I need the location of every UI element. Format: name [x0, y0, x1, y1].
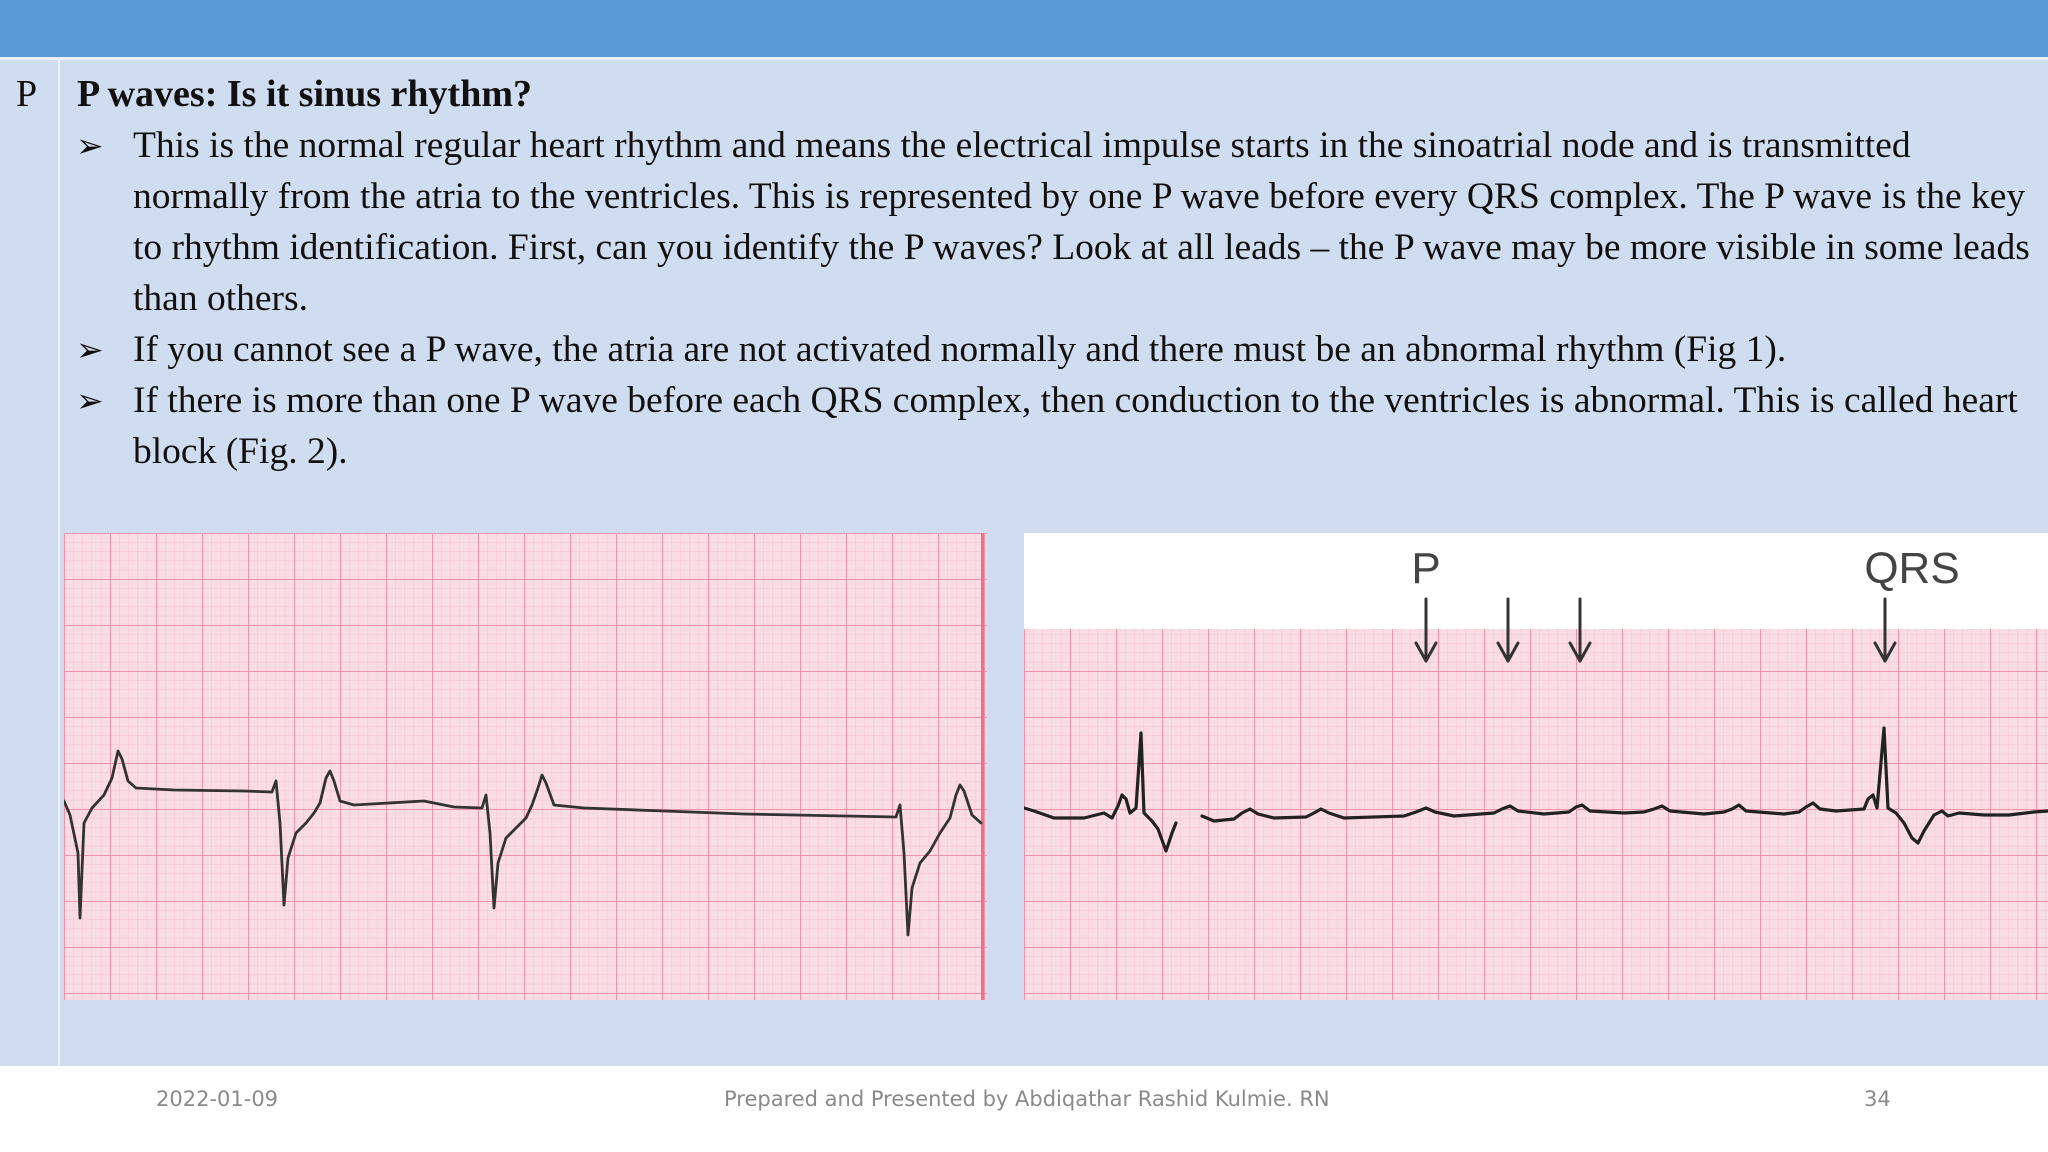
- ecg-grid: [64, 533, 987, 1000]
- footer-date: 2022-01-09: [156, 1087, 279, 1111]
- qrs-label: QRS: [1864, 544, 1960, 593]
- ecg-grid-edge: [981, 533, 984, 1000]
- bullet-item: [76, 120, 2036, 324]
- bullet-item: [76, 324, 2036, 375]
- arrow-bullet-icon: ➢: [76, 330, 104, 369]
- section-letter: P: [16, 73, 38, 115]
- bullet-text: If you cannot see a P wave, the atria are not activated normally and there must be an abnormal rhythm (Fig 1).: [133, 329, 1787, 370]
- arrow-bullet-icon: ➢: [76, 126, 104, 165]
- bullet-text: If there is more than one P wave before each QRS complex, then conduction to the ventricles is abnormal. This is called heart block (Fig. 2).: [133, 380, 2018, 472]
- p-wave-label: P: [1411, 544, 1441, 593]
- footer-presenter: Prepared and Presented by Abdiqathar Rashid Kulmie. RN: [724, 1087, 1330, 1111]
- bullet-item: [76, 375, 2036, 477]
- bullet-text: This is the normal regular heart rhythm and means the electrical impulse starts in the sinoatrial node and is transmitted normally from the atria to the ventricles. This is represented by one P wave before every QRS complex. The P wave is the key to rhythm identification. First, can you identify the P waves? Look at all leads – the P wave may be more visible in some leads than others.: [133, 125, 2030, 319]
- slide-heading: P waves: Is it sinus rhythm?: [77, 73, 532, 115]
- left-column: [0, 60, 60, 1066]
- bullet-list: [76, 120, 2036, 477]
- arrow-bullet-icon: ➢: [76, 381, 104, 420]
- ecg-figure-2: [1024, 533, 2048, 1000]
- header-bar: [0, 0, 2048, 57]
- footer-page-number: 34: [1864, 1087, 1891, 1111]
- ecg-figure-1: [64, 533, 987, 1000]
- slide-content: [0, 60, 2048, 1066]
